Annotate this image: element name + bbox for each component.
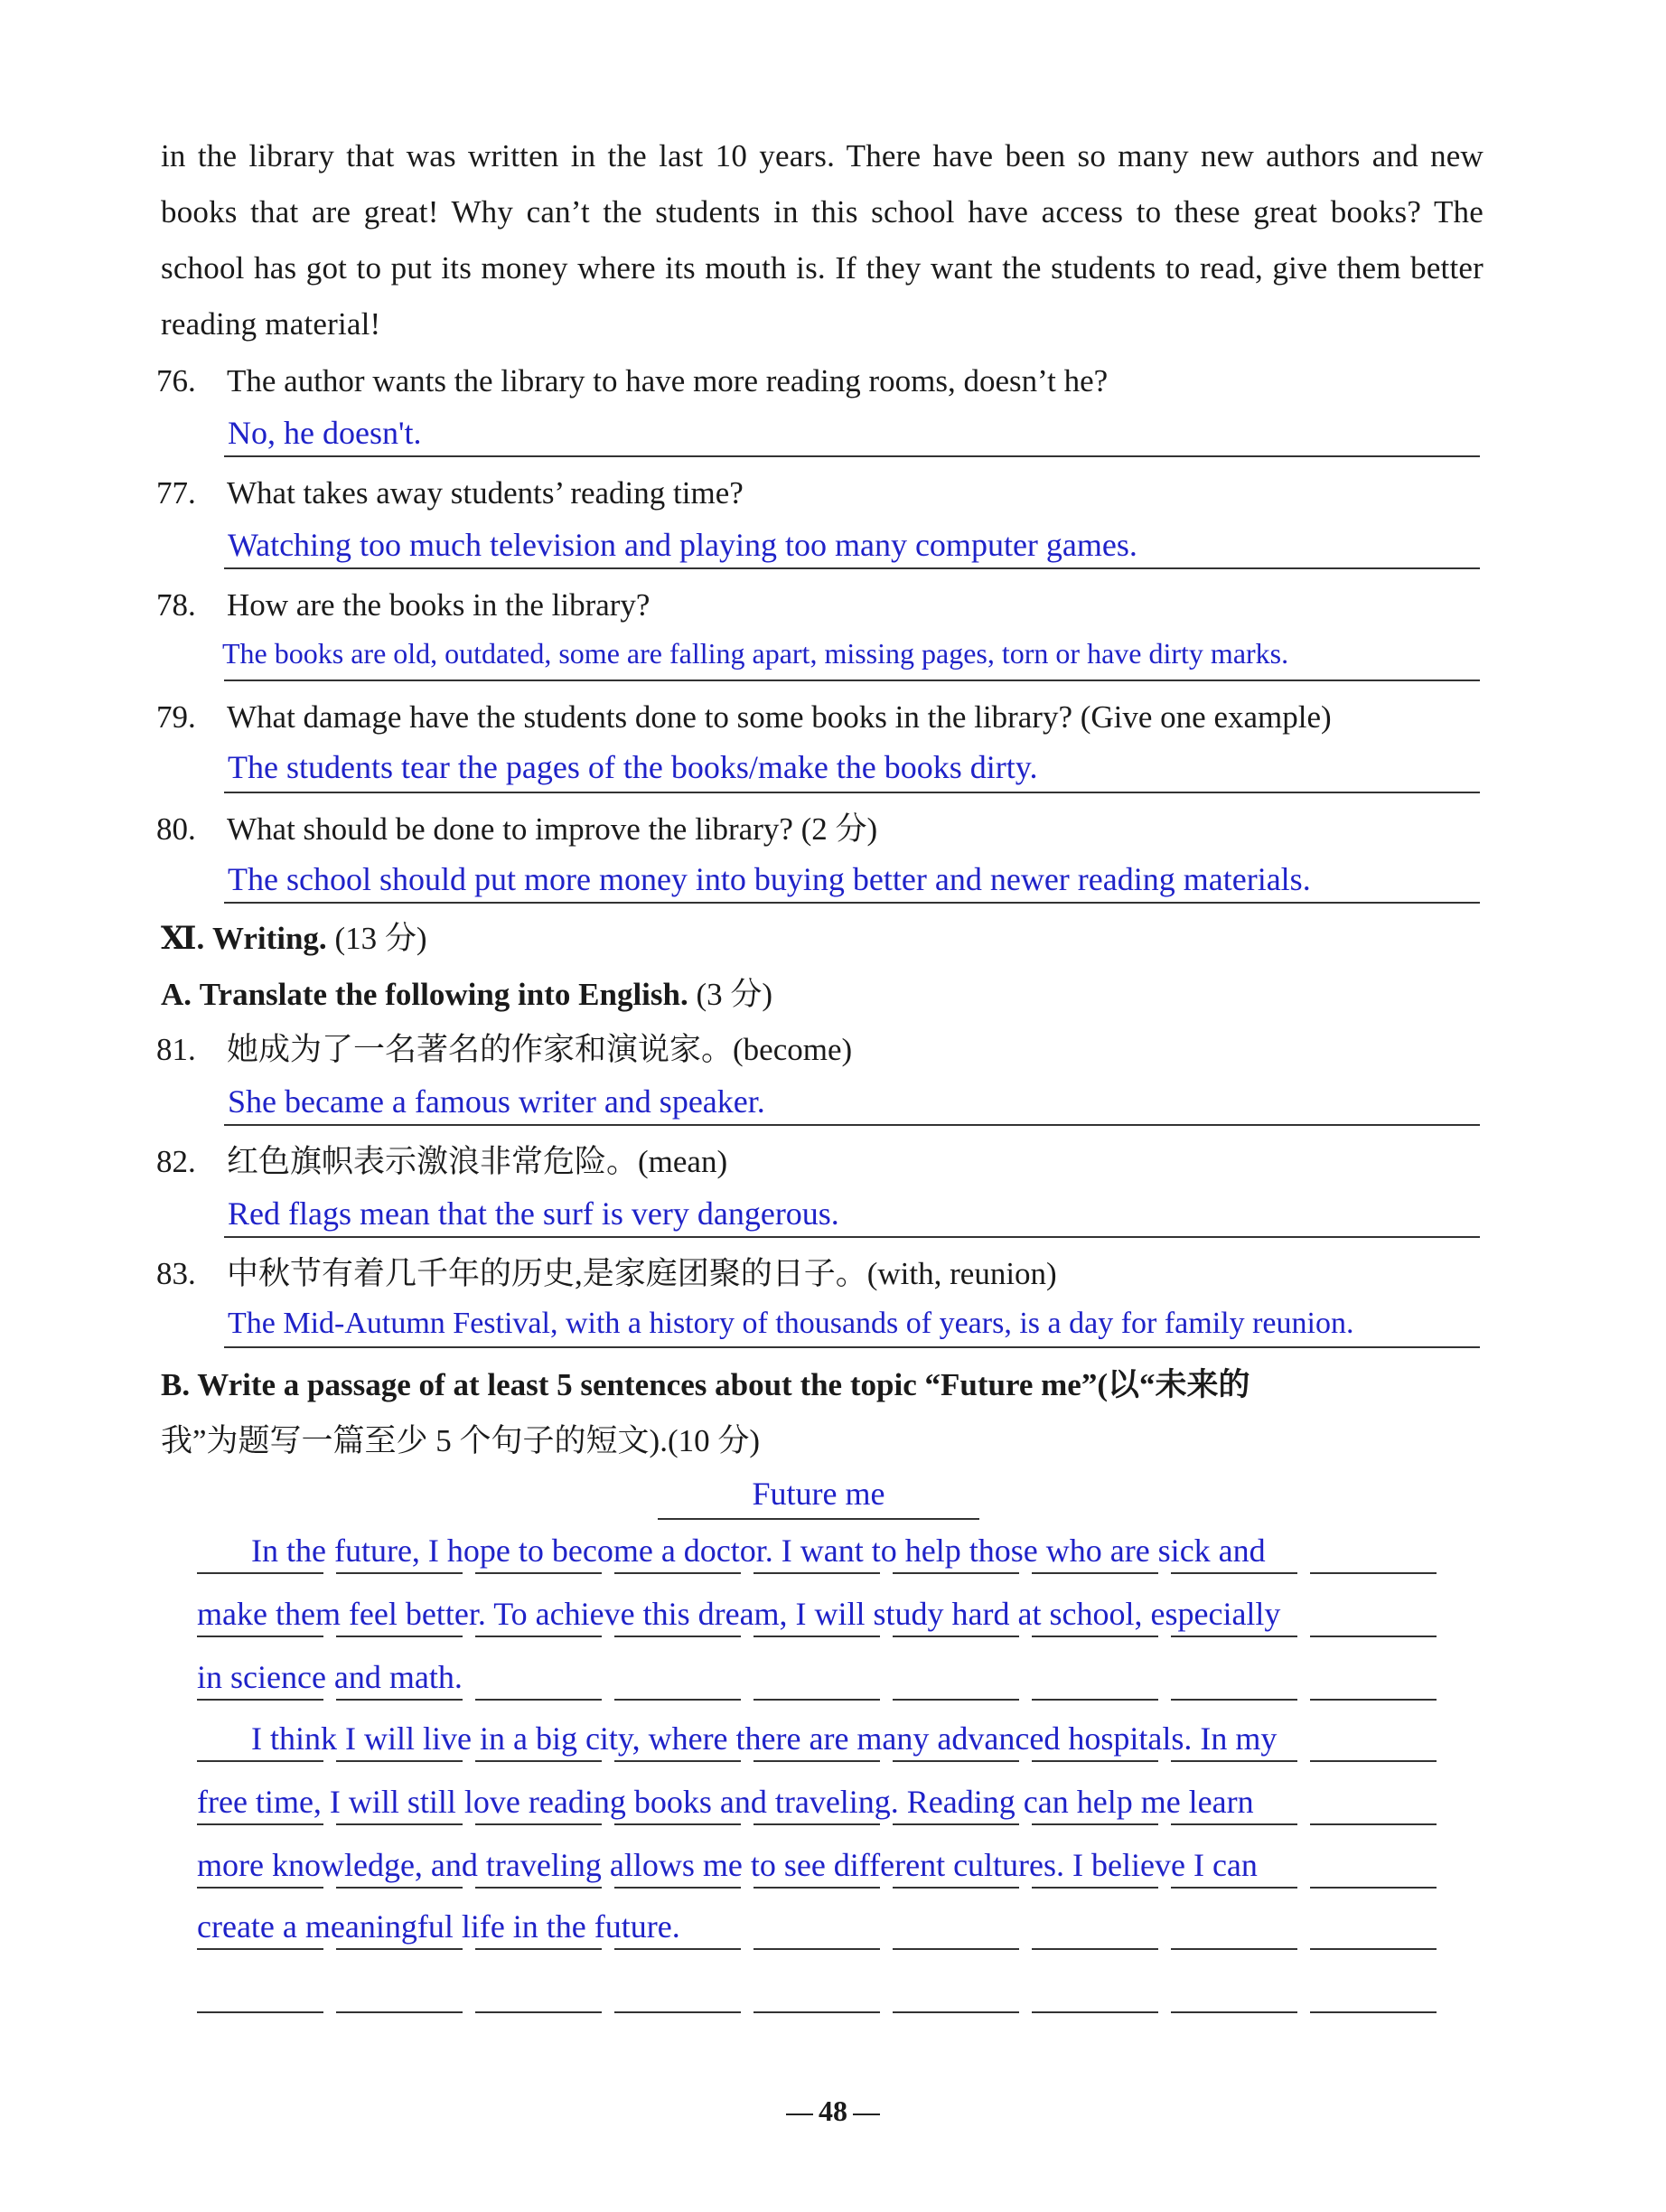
- writing-line-segment: [197, 2011, 323, 2013]
- writing-line-segment: [893, 1699, 1019, 1701]
- writing-line-segment: [1171, 1572, 1297, 1574]
- passage-tail: in the library that was written in the last 10 years. There have been so many new authors and new books that are great! Why can’t the students in this school have access to these great books? The school has got to put its money where its mouth is. If they want the students to read, give them better reading material!: [161, 138, 1483, 342]
- section-title: Writing.: [211, 921, 327, 956]
- question-text: 红色旗帜表示激浪非常危险。(mean): [227, 1144, 728, 1179]
- writing-line-segment: [336, 1699, 463, 1701]
- question-number: 83.: [156, 1256, 196, 1291]
- writing-line-segment: [475, 1887, 602, 1889]
- section-score: (13 分): [334, 921, 427, 956]
- question-number: 81.: [156, 1032, 196, 1067]
- writing-line-segment: [197, 1948, 323, 1950]
- question-number: 79.: [156, 699, 196, 735]
- writing-line-segment: [336, 1572, 463, 1574]
- writing-line-segment: [197, 1823, 323, 1825]
- writing-line-segment: [1171, 1823, 1297, 1825]
- writing-line-segment: [614, 1823, 741, 1825]
- writing-line-segment: [197, 1572, 323, 1574]
- essay-line: In the future, I hope to become a doctor. I want to help those who are sick and: [251, 1532, 1266, 1569]
- writing-line-segment: [753, 1887, 880, 1889]
- page-number: [0, 2095, 1666, 2128]
- essay-line: make them feel better. To achieve this dream, I will study hard at school, especially: [197, 1596, 1281, 1632]
- part-a-label: A.: [161, 977, 192, 1012]
- writing-line-segment: [1032, 1887, 1158, 1889]
- writing-line-segment: [753, 2011, 880, 2013]
- question-text: What takes away students’ reading time?: [227, 475, 744, 511]
- question-82: [156, 1144, 727, 1180]
- essay-line: free time, I will still love reading books and traveling. Reading can help me learn: [197, 1784, 1254, 1820]
- part-b-title-line2: 我”为题写一篇至少 5 个句子的短文).(10 分): [161, 1423, 761, 1458]
- part-a-score: (3 分): [696, 977, 773, 1012]
- writing-line-segment: [753, 1572, 880, 1574]
- page-number-dash: [853, 2114, 880, 2115]
- writing-line-segment: [475, 1823, 602, 1825]
- answer-79: The students tear the pages of the books/make the books dirty.: [228, 749, 1038, 785]
- writing-line-segment: [893, 1572, 1019, 1574]
- question-80: [156, 811, 877, 848]
- writing-line-segment: [1171, 1636, 1297, 1637]
- writing-line-segment: [1310, 1760, 1437, 1762]
- essay-title: Future me: [752, 1476, 885, 1512]
- writing-line-segment: [336, 2011, 463, 2013]
- writing-line-segment: [1032, 1760, 1158, 1762]
- question-number: 76.: [156, 363, 196, 398]
- writing-line-segment: [1171, 1760, 1297, 1762]
- question-text: What should be done to improve the library? (2 分): [227, 811, 878, 847]
- section-number: Ⅺ.: [161, 921, 205, 956]
- question-text: The author wants the library to have more reading rooms, doesn’t he?: [227, 363, 1109, 398]
- writing-line-segment: [614, 1636, 741, 1637]
- writing-line-segment: [1032, 1699, 1158, 1701]
- writing-line-segment: [336, 1887, 463, 1889]
- writing-line-segment: [1171, 1887, 1297, 1889]
- question-text: 她成为了一名著名的作家和演说家。(become): [227, 1032, 853, 1067]
- writing-line-segment: [614, 1572, 741, 1574]
- writing-line-segment: [336, 1760, 463, 1762]
- writing-line-segment: [893, 1636, 1019, 1637]
- writing-line-segment: [475, 1636, 602, 1637]
- question-83: [156, 1256, 1057, 1292]
- question-number: 80.: [156, 811, 196, 847]
- essay-title-line: [658, 1518, 979, 1520]
- writing-line-segment: [1171, 1699, 1297, 1701]
- writing-line-segment: [893, 1948, 1019, 1950]
- writing-line-segment: [614, 1887, 741, 1889]
- writing-line-segment: [753, 1823, 880, 1825]
- writing-line-segment: [475, 1699, 602, 1701]
- essay-line: in science and math.: [197, 1659, 463, 1695]
- writing-line-segment: [753, 1760, 880, 1762]
- writing-line-segment: [893, 1823, 1019, 1825]
- question-number: 82.: [156, 1144, 196, 1179]
- writing-line-segment: [614, 1760, 741, 1762]
- answer-82: Red flags mean that the surf is very dangerous.: [228, 1195, 839, 1232]
- writing-line-segment: [1032, 1823, 1158, 1825]
- answer-line: [224, 1124, 1480, 1126]
- page-number-dash: [786, 2114, 813, 2115]
- answer-81: She became a famous writer and speaker.: [228, 1083, 765, 1120]
- writing-line-segment: [336, 1948, 463, 1950]
- writing-line-segment: [614, 1699, 741, 1701]
- writing-line-segment: [475, 1948, 602, 1950]
- answer-77: Watching too much television and playing too many computer games.: [228, 527, 1137, 563]
- question-79: [156, 699, 1332, 736]
- part-b-title-line1: Write a passage of at least 5 sentences about the topic “Future me”(以“未来的: [197, 1367, 1250, 1402]
- question-78: [156, 587, 650, 623]
- writing-line-segment: [197, 1887, 323, 1889]
- answer-line: [224, 567, 1480, 569]
- writing-line-segment: [1310, 1823, 1437, 1825]
- writing-line-segment: [1310, 1572, 1437, 1574]
- answer-line: [224, 902, 1480, 904]
- writing-line-segment: [1032, 2011, 1158, 2013]
- answer-83: The Mid-Autumn Festival, with a history of thousands of years, is a day for family reunion.: [228, 1307, 1354, 1340]
- question-number: 78.: [156, 587, 196, 623]
- writing-line-segment: [1310, 1948, 1437, 1950]
- writing-line-segment: [1310, 1699, 1437, 1701]
- question-81: [156, 1032, 852, 1068]
- question-77: [156, 475, 744, 511]
- answer-line: [224, 1346, 1480, 1348]
- answer-78: The books are old, outdated, some are falling apart, missing pages, torn or have dirty marks.: [222, 637, 1289, 670]
- essay-line: more knowledge, and traveling allows me to see different cultures. I believe I can: [197, 1847, 1258, 1883]
- writing-line-segment: [753, 1699, 880, 1701]
- writing-line-segment: [1032, 1636, 1158, 1637]
- writing-line-segment: [336, 1823, 463, 1825]
- part-b-heading: [161, 1366, 1250, 1404]
- writing-line-segment: [753, 1948, 880, 1950]
- question-text: How are the books in the library?: [227, 587, 650, 623]
- answer-line: [224, 1236, 1480, 1238]
- question-text: 中秋节有着几千年的历史,是家庭团聚的日子。(with, reunion): [227, 1256, 1057, 1291]
- page-number-text: 48: [819, 2095, 847, 2127]
- writing-line-segment: [1310, 1887, 1437, 1889]
- writing-line-segment: [893, 1887, 1019, 1889]
- part-b-label: B.: [161, 1367, 191, 1402]
- writing-line-segment: [475, 2011, 602, 2013]
- section-heading: [161, 920, 427, 958]
- writing-line-segment: [475, 1572, 602, 1574]
- essay-line: create a meaningful life in the future.: [197, 1908, 680, 1945]
- writing-line-segment: [1032, 1948, 1158, 1950]
- question-76: [156, 363, 1108, 399]
- answer-line: [224, 455, 1480, 457]
- answer-76: No, he doesn't.: [228, 415, 422, 451]
- writing-line-segment: [475, 1760, 602, 1762]
- writing-line-segment: [197, 1760, 323, 1762]
- writing-line-segment: [197, 1699, 323, 1701]
- part-a-heading: [161, 976, 772, 1014]
- part-a-title: Translate the following into English.: [199, 977, 688, 1012]
- writing-line-segment: [1171, 1948, 1297, 1950]
- writing-line-segment: [893, 1760, 1019, 1762]
- writing-line-segment: [753, 1636, 880, 1637]
- writing-line-segment: [1310, 1636, 1437, 1637]
- writing-line-segment: [614, 1948, 741, 1950]
- writing-line-segment: [1032, 1572, 1158, 1574]
- writing-line-segment: [1310, 2011, 1437, 2013]
- question-number: 77.: [156, 475, 196, 511]
- writing-line-segment: [1171, 2011, 1297, 2013]
- writing-line-segment: [614, 2011, 741, 2013]
- answer-80: The school should put more money into buying better and newer reading materials.: [228, 861, 1311, 897]
- answer-line: [224, 680, 1480, 681]
- writing-line-segment: [893, 2011, 1019, 2013]
- answer-line: [224, 792, 1480, 793]
- writing-line-segment: [197, 1636, 323, 1637]
- question-text: What damage have the students done to some books in the library? (Give one example): [227, 699, 1332, 735]
- writing-line-segment: [336, 1636, 463, 1637]
- essay-line: I think I will live in a big city, where there are many advanced hospitals. In my: [251, 1720, 1278, 1757]
